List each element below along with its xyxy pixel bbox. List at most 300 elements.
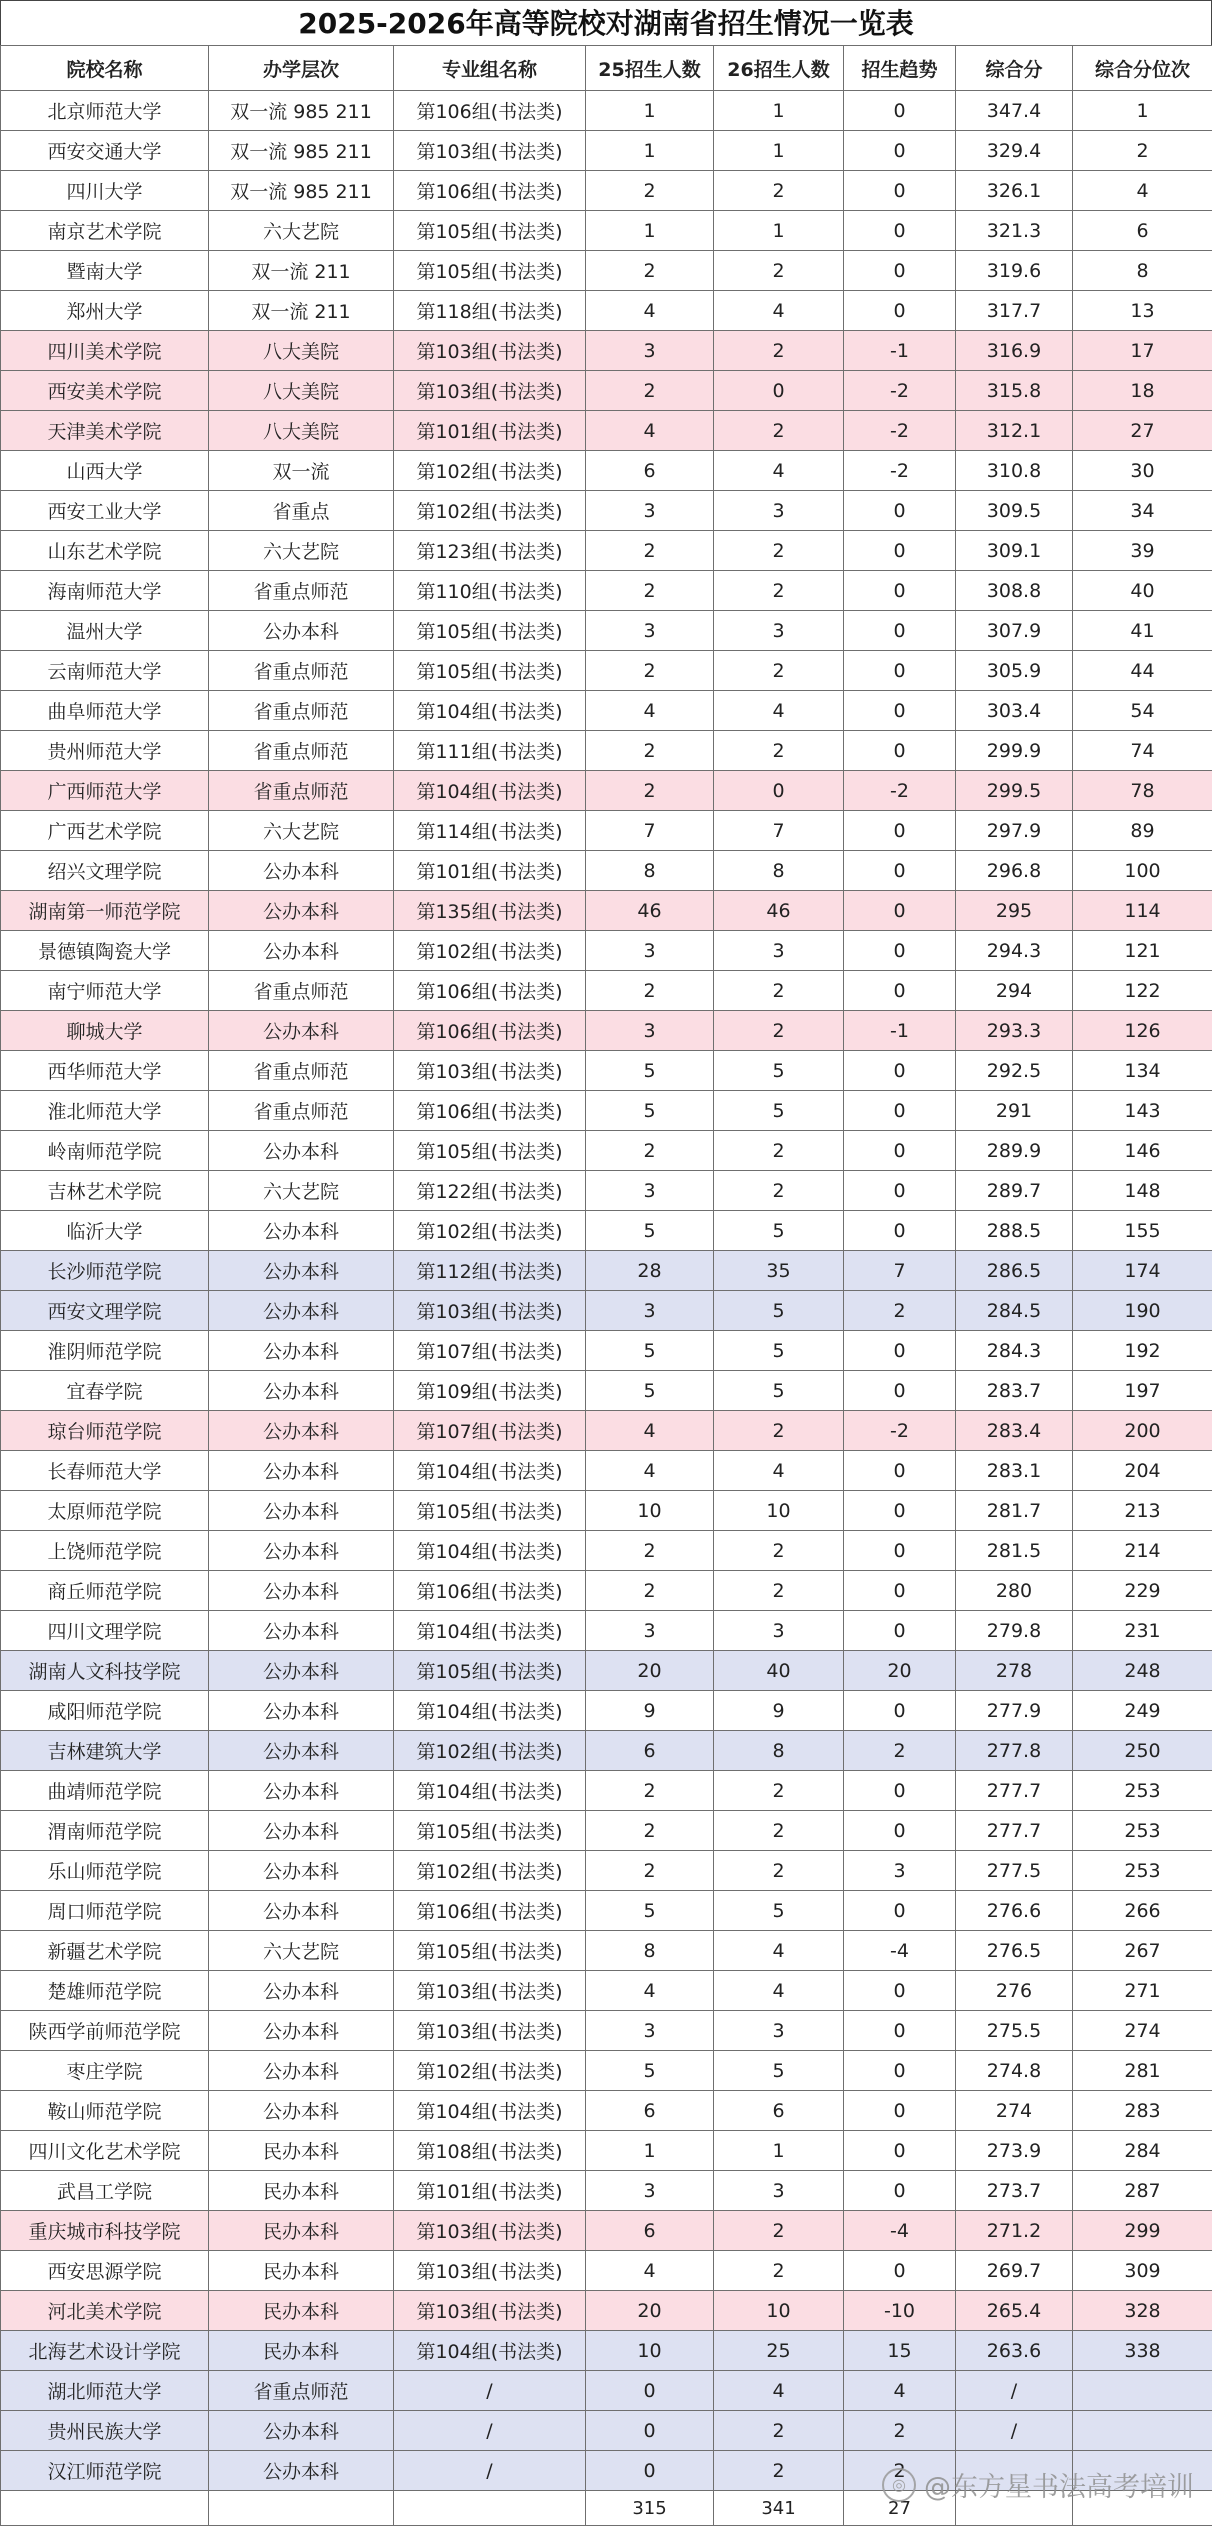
table-cell: 326.1 <box>956 171 1073 211</box>
table-cell: 第103组(书法类) <box>394 2011 586 2051</box>
table-cell: 309 <box>1073 2251 1212 2291</box>
table-cell: 4 <box>714 2371 844 2411</box>
table-cell: 六大艺院 <box>209 531 394 571</box>
table-cell: 西安美术学院 <box>1 371 209 411</box>
table-cell: 2 <box>714 571 844 611</box>
table-cell: 四川文理学院 <box>1 1611 209 1651</box>
table-row <box>1 1051 1212 1091</box>
table-cell: 8 <box>586 1931 714 1971</box>
table-cell: 省重点师范 <box>209 971 394 1011</box>
table-row <box>1 1251 1212 1291</box>
table-cell: 公办本科 <box>209 1211 394 1251</box>
table-row <box>1 491 1212 531</box>
table-cell: 民办本科 <box>209 2211 394 2251</box>
table-cell: 213 <box>1073 1491 1212 1531</box>
table-cell: / <box>394 2451 586 2491</box>
table-cell: 5 <box>586 1051 714 1091</box>
table-cell: 229 <box>1073 1571 1212 1611</box>
watermark-logo-icon: ◎ <box>882 2468 916 2502</box>
table-cell: 190 <box>1073 1291 1212 1331</box>
table-cell: 2 <box>714 1171 844 1211</box>
table-cell: 6 <box>586 1731 714 1771</box>
table-cell: 2 <box>714 251 844 291</box>
table-cell: 公办本科 <box>209 1731 394 1771</box>
table-cell: 277.7 <box>956 1771 1073 1811</box>
table-cell: 7 <box>714 811 844 851</box>
table-cell: 1 <box>714 2131 844 2171</box>
table-row <box>1 1651 1212 1691</box>
table-row <box>1 571 1212 611</box>
table-cell: 暨南大学 <box>1 251 209 291</box>
table-cell: 0 <box>844 2051 956 2091</box>
table-cell: 第109组(书法类) <box>394 1371 586 1411</box>
table-cell: 5 <box>714 1891 844 1931</box>
table-row <box>1 1291 1212 1331</box>
table-cell: 4 <box>586 291 714 331</box>
table-cell: 公办本科 <box>209 1331 394 1371</box>
table-cell: 岭南师范学院 <box>1 1131 209 1171</box>
table-cell: 省重点师范 <box>209 691 394 731</box>
table-cell: 2 <box>586 1811 714 1851</box>
table-cell: 2 <box>714 1771 844 1811</box>
table-cell: 4 <box>714 1931 844 1971</box>
table-cell: 公办本科 <box>209 851 394 891</box>
table-cell: 第114组(书法类) <box>394 811 586 851</box>
table-cell: 10 <box>586 1491 714 1531</box>
table-cell: 第102组(书法类) <box>394 451 586 491</box>
table-row <box>1 1691 1212 1731</box>
table-cell: 0 <box>844 131 956 171</box>
table-cell: -2 <box>844 411 956 451</box>
table-cell: 汉江师范学院 <box>1 2451 209 2491</box>
table-cell: / <box>394 2371 586 2411</box>
table-row <box>1 731 1212 771</box>
table-cell: 294.3 <box>956 931 1073 971</box>
table-cell: 第105组(书法类) <box>394 651 586 691</box>
table-cell: 公办本科 <box>209 1811 394 1851</box>
table-cell: 5 <box>714 1331 844 1371</box>
table-cell: 第102组(书法类) <box>394 491 586 531</box>
table-cell: 双一流 985 211 <box>209 131 394 171</box>
table-cell: 湖南第一师范学院 <box>1 891 209 931</box>
table-row <box>1 171 1212 211</box>
table-cell: 10 <box>714 2291 844 2331</box>
table-cell: 第106组(书法类) <box>394 91 586 131</box>
table-cell: 2 <box>714 2451 844 2491</box>
table-cell: 20 <box>586 2291 714 2331</box>
table-cell: 西安交通大学 <box>1 131 209 171</box>
table-cell: 公办本科 <box>209 2411 394 2451</box>
table-cell: 第105组(书法类) <box>394 1491 586 1531</box>
table-row <box>1 1171 1212 1211</box>
table-cell: 284 <box>1073 2131 1212 2171</box>
table-cell: 100 <box>1073 851 1212 891</box>
table-cell: 305.9 <box>956 651 1073 691</box>
table-cell: 第118组(书法类) <box>394 291 586 331</box>
table-cell: 0 <box>844 1371 956 1411</box>
table-cell: 第110组(书法类) <box>394 571 586 611</box>
table-row <box>1 1451 1212 1491</box>
table-cell: 283 <box>1073 2091 1212 2131</box>
table-cell: 2 <box>586 971 714 1011</box>
total-cell: 341 <box>714 2491 844 2526</box>
table-cell: 277.8 <box>956 1731 1073 1771</box>
table-cell: 第106组(书法类) <box>394 1091 586 1131</box>
table-cell: 第102组(书法类) <box>394 1731 586 1771</box>
table-cell: 317.7 <box>956 291 1073 331</box>
table-cell: 1 <box>586 131 714 171</box>
table-cell: 公办本科 <box>209 1131 394 1171</box>
table-cell: 3 <box>586 611 714 651</box>
table-cell: 289.7 <box>956 1171 1073 1211</box>
table-cell: 4 <box>714 451 844 491</box>
table-cell: 4 <box>586 1451 714 1491</box>
table-cell: 湖南人文科技学院 <box>1 1651 209 1691</box>
table-cell: 四川大学 <box>1 171 209 211</box>
table-cell: 第102组(书法类) <box>394 2051 586 2091</box>
table-cell: 云南师范大学 <box>1 651 209 691</box>
table-cell: 第105组(书法类) <box>394 1811 586 1851</box>
table-cell: 1 <box>586 2131 714 2171</box>
table-row <box>1 1491 1212 1531</box>
table-cell: 2 <box>586 1531 714 1571</box>
table-cell: 3 <box>586 2171 714 2211</box>
table-cell: 5 <box>586 1091 714 1131</box>
table-row <box>1 2371 1212 2411</box>
table-cell: 310.8 <box>956 451 1073 491</box>
table-cell: -4 <box>844 1931 956 1971</box>
table-cell: 3 <box>714 491 844 531</box>
table-cell: 0 <box>844 1131 956 1171</box>
table-cell: 公办本科 <box>209 2051 394 2091</box>
table-cell: 第103组(书法类) <box>394 371 586 411</box>
table-cell: 0 <box>844 1611 956 1651</box>
table-cell: 2 <box>586 571 714 611</box>
table-cell: / <box>956 2411 1073 2451</box>
table-cell: 公办本科 <box>209 931 394 971</box>
table-cell: 269.7 <box>956 2251 1073 2291</box>
table-cell: 321.3 <box>956 211 1073 251</box>
table-cell: 广西艺术学院 <box>1 811 209 851</box>
table-cell: 0 <box>844 251 956 291</box>
table-row <box>1 2211 1212 2251</box>
table-row <box>1 1131 1212 1171</box>
table-cell: 214 <box>1073 1531 1212 1571</box>
table-cell: 1 <box>586 91 714 131</box>
table-cell: 2 <box>586 251 714 291</box>
table-cell: 297.9 <box>956 811 1073 851</box>
table-cell: 咸阳师范学院 <box>1 1691 209 1731</box>
table-cell: 第103组(书法类) <box>394 1971 586 2011</box>
table-row <box>1 411 1212 451</box>
table-cell: 20 <box>844 1651 956 1691</box>
table-cell: 贵州师范大学 <box>1 731 209 771</box>
table-body <box>1 91 1212 2526</box>
table-cell: 民办本科 <box>209 2291 394 2331</box>
table-cell: 8 <box>714 851 844 891</box>
table-cell: -10 <box>844 2291 956 2331</box>
table-cell: 第104组(书法类) <box>394 1691 586 1731</box>
table-cell: 3 <box>586 1611 714 1651</box>
table-cell: 0 <box>844 1531 956 1571</box>
table-cell: 0 <box>844 691 956 731</box>
table-cell: 天津美术学院 <box>1 411 209 451</box>
table-cell: 八大美院 <box>209 371 394 411</box>
table-cell: 2 <box>714 1531 844 1571</box>
table-cell: 276 <box>956 1971 1073 2011</box>
total-cell: 27 <box>844 2491 956 2526</box>
table-cell: 288.5 <box>956 1211 1073 1251</box>
table-cell: 八大美院 <box>209 411 394 451</box>
table-cell: 第104组(书法类) <box>394 1531 586 1571</box>
column-header: 26招生人数 <box>714 46 844 91</box>
table-cell: 329.4 <box>956 131 1073 171</box>
table-cell: 六大艺院 <box>209 1171 394 1211</box>
table-cell: 3 <box>586 2011 714 2051</box>
table-cell: 0 <box>844 1331 956 1371</box>
table-cell: 6 <box>586 451 714 491</box>
table-cell: 0 <box>844 211 956 251</box>
table-cell: 0 <box>844 651 956 691</box>
table-cell: 第106组(书法类) <box>394 1891 586 1931</box>
table-row <box>1 251 1212 291</box>
table-cell: 283.4 <box>956 1411 1073 1451</box>
table-cell: 312.1 <box>956 411 1073 451</box>
table-cell: 280 <box>956 1571 1073 1611</box>
table-cell: 4 <box>1073 171 1212 211</box>
table-cell: 省重点 <box>209 491 394 531</box>
table-cell: 0 <box>844 1451 956 1491</box>
table-cell: 西安工业大学 <box>1 491 209 531</box>
table-cell: 204 <box>1073 1451 1212 1491</box>
table-cell: 274 <box>1073 2011 1212 2051</box>
table-row <box>1 1771 1212 1811</box>
table-row <box>1 2291 1212 2331</box>
table-cell: 281.7 <box>956 1491 1073 1531</box>
table-cell: 248 <box>1073 1651 1212 1691</box>
table-cell: 广西师范大学 <box>1 771 209 811</box>
table-cell <box>1073 2371 1212 2411</box>
table-cell: 155 <box>1073 1211 1212 1251</box>
table-cell: 公办本科 <box>209 1011 394 1051</box>
table-row <box>1 851 1212 891</box>
table-cell: 4 <box>714 291 844 331</box>
table-cell: 4 <box>714 691 844 731</box>
table-row <box>1 1091 1212 1131</box>
table-row <box>1 2051 1212 2091</box>
table-cell: 3 <box>714 2011 844 2051</box>
table-cell: 公办本科 <box>209 1891 394 1931</box>
table-cell: 2 <box>586 651 714 691</box>
table-cell: 5 <box>714 1291 844 1331</box>
table-cell: 4 <box>714 1451 844 1491</box>
table-cell: 278 <box>956 1651 1073 1691</box>
table-cell: 第103组(书法类) <box>394 1051 586 1091</box>
table-cell: 8 <box>714 1731 844 1771</box>
table-cell: 民办本科 <box>209 2131 394 2171</box>
table-cell: 第104组(书法类) <box>394 1451 586 1491</box>
table-cell: 200 <box>1073 1411 1212 1451</box>
table-cell: 0 <box>714 771 844 811</box>
table-cell: 第105组(书法类) <box>394 1131 586 1171</box>
table-cell: 第103组(书法类) <box>394 331 586 371</box>
table-cell: 四川美术学院 <box>1 331 209 371</box>
table-cell: 第104组(书法类) <box>394 691 586 731</box>
table-cell: 省重点师范 <box>209 651 394 691</box>
table-cell: 0 <box>844 1891 956 1931</box>
table-cell: / <box>956 2371 1073 2411</box>
table-row <box>1 771 1212 811</box>
table-cell: 第106组(书法类) <box>394 971 586 1011</box>
table-cell: 9 <box>586 1691 714 1731</box>
table-cell: 淮北师范大学 <box>1 1091 209 1131</box>
table-cell: 第108组(书法类) <box>394 2131 586 2171</box>
table-cell: 0 <box>586 2451 714 2491</box>
total-cell <box>1 2491 209 2526</box>
table-cell: 309.5 <box>956 491 1073 531</box>
table-cell: 2 <box>586 1131 714 1171</box>
table-cell: 0 <box>844 531 956 571</box>
table-cell: 枣庄学院 <box>1 2051 209 2091</box>
table-row <box>1 2131 1212 2171</box>
table-cell: 7 <box>844 1251 956 1291</box>
table-row <box>1 651 1212 691</box>
table-cell: 2 <box>586 731 714 771</box>
table-cell: 2 <box>714 1811 844 1851</box>
table-row <box>1 131 1212 171</box>
table-cell: 2 <box>586 771 714 811</box>
table-cell: 0 <box>844 931 956 971</box>
table-cell: 八大美院 <box>209 331 394 371</box>
table-cell: 南宁师范大学 <box>1 971 209 1011</box>
table-cell: 307.9 <box>956 611 1073 651</box>
table-cell: 122 <box>1073 971 1212 1011</box>
table-cell: 公办本科 <box>209 1411 394 1451</box>
table-row <box>1 1411 1212 1451</box>
table-cell: 0 <box>844 571 956 611</box>
table-cell: 4 <box>586 691 714 731</box>
table-cell: 0 <box>844 1171 956 1211</box>
table-cell: 鞍山师范学院 <box>1 2091 209 2131</box>
table-cell: 第105组(书法类) <box>394 1651 586 1691</box>
table-cell: 286.5 <box>956 1251 1073 1291</box>
table-cell: 271 <box>1073 1971 1212 2011</box>
table-cell: 2 <box>844 2411 956 2451</box>
table-row <box>1 1851 1212 1891</box>
table-cell: 海南师范大学 <box>1 571 209 611</box>
table-cell: 3 <box>586 331 714 371</box>
table-cell: 6 <box>586 2091 714 2131</box>
table-cell: 299.5 <box>956 771 1073 811</box>
table-cell: 第101组(书法类) <box>394 851 586 891</box>
table-cell: 2 <box>714 1131 844 1171</box>
table-row <box>1 611 1212 651</box>
table-cell: -1 <box>844 1011 956 1051</box>
table-cell: 六大艺院 <box>209 811 394 851</box>
table-cell: 6 <box>714 2091 844 2131</box>
table-cell: 渭南师范学院 <box>1 1811 209 1851</box>
total-cell: 315 <box>586 2491 714 2526</box>
table-cell: 公办本科 <box>209 2011 394 2051</box>
table-cell: 2 <box>714 531 844 571</box>
table-cell: 温州大学 <box>1 611 209 651</box>
table-cell: 第103组(书法类) <box>394 2291 586 2331</box>
table-cell: 湖北师范大学 <box>1 2371 209 2411</box>
table-cell: 296.8 <box>956 851 1073 891</box>
table-cell: / <box>394 2411 586 2451</box>
table-cell: 5 <box>714 1051 844 1091</box>
table-cell: 148 <box>1073 1171 1212 1211</box>
table-cell: 284.3 <box>956 1331 1073 1371</box>
column-header: 25招生人数 <box>586 46 714 91</box>
table-cell: 0 <box>586 2371 714 2411</box>
table-cell: 284.5 <box>956 1291 1073 1331</box>
table-cell: 第102组(书法类) <box>394 931 586 971</box>
table-cell: 北京师范大学 <box>1 91 209 131</box>
table-cell: 274.8 <box>956 2051 1073 2091</box>
table-cell: 18 <box>1073 371 1212 411</box>
table-cell: 西安文理学院 <box>1 1291 209 1331</box>
table-cell: 2 <box>714 1571 844 1611</box>
table-cell: 公办本科 <box>209 2451 394 2491</box>
table-cell: 贵州民族大学 <box>1 2411 209 2451</box>
table-cell: 13 <box>1073 291 1212 331</box>
table-cell: 公办本科 <box>209 1851 394 1891</box>
table-cell: 0 <box>844 291 956 331</box>
table-cell: 28 <box>586 1251 714 1291</box>
table-cell: 新疆艺术学院 <box>1 1931 209 1971</box>
table-cell: 277.5 <box>956 1851 1073 1891</box>
table-cell: 山东艺术学院 <box>1 531 209 571</box>
table-cell: 292.5 <box>956 1051 1073 1091</box>
table-cell: 民办本科 <box>209 2251 394 2291</box>
table-row <box>1 2411 1212 2451</box>
table-cell: 7 <box>586 811 714 851</box>
table-cell: 第104组(书法类) <box>394 1611 586 1651</box>
header-row <box>1 46 1212 91</box>
table-cell: 第123组(书法类) <box>394 531 586 571</box>
table-cell: 5 <box>586 1891 714 1931</box>
table-cell: 第106组(书法类) <box>394 1571 586 1611</box>
table-cell: 44 <box>1073 651 1212 691</box>
enrollment-table <box>0 45 1212 2526</box>
table-cell: 279.8 <box>956 1611 1073 1651</box>
table-cell: 40 <box>1073 571 1212 611</box>
table-row <box>1 211 1212 251</box>
table-cell: 周口师范学院 <box>1 1891 209 1931</box>
table-cell: 第122组(书法类) <box>394 1171 586 1211</box>
column-header: 综合分位次 <box>1073 46 1212 91</box>
table-cell: 5 <box>714 2051 844 2091</box>
column-header: 专业组名称 <box>394 46 586 91</box>
table-cell: -4 <box>844 2211 956 2251</box>
table-cell: 30 <box>1073 451 1212 491</box>
table-cell: 0 <box>844 171 956 211</box>
table-cell: 126 <box>1073 1011 1212 1051</box>
table-cell: 3 <box>586 1291 714 1331</box>
table-row <box>1 2091 1212 2131</box>
table-cell: 公办本科 <box>209 1771 394 1811</box>
table-cell: 吉林艺术学院 <box>1 1171 209 1211</box>
table-cell: 0 <box>844 811 956 851</box>
table-cell: 0 <box>844 971 956 1011</box>
table-cell: 0 <box>844 2091 956 2131</box>
table-cell: 1 <box>714 91 844 131</box>
table-cell: 双一流 211 <box>209 251 394 291</box>
table-cell: 0 <box>714 371 844 411</box>
watermark <box>882 2465 1194 2504</box>
table-cell: 273.7 <box>956 2171 1073 2211</box>
